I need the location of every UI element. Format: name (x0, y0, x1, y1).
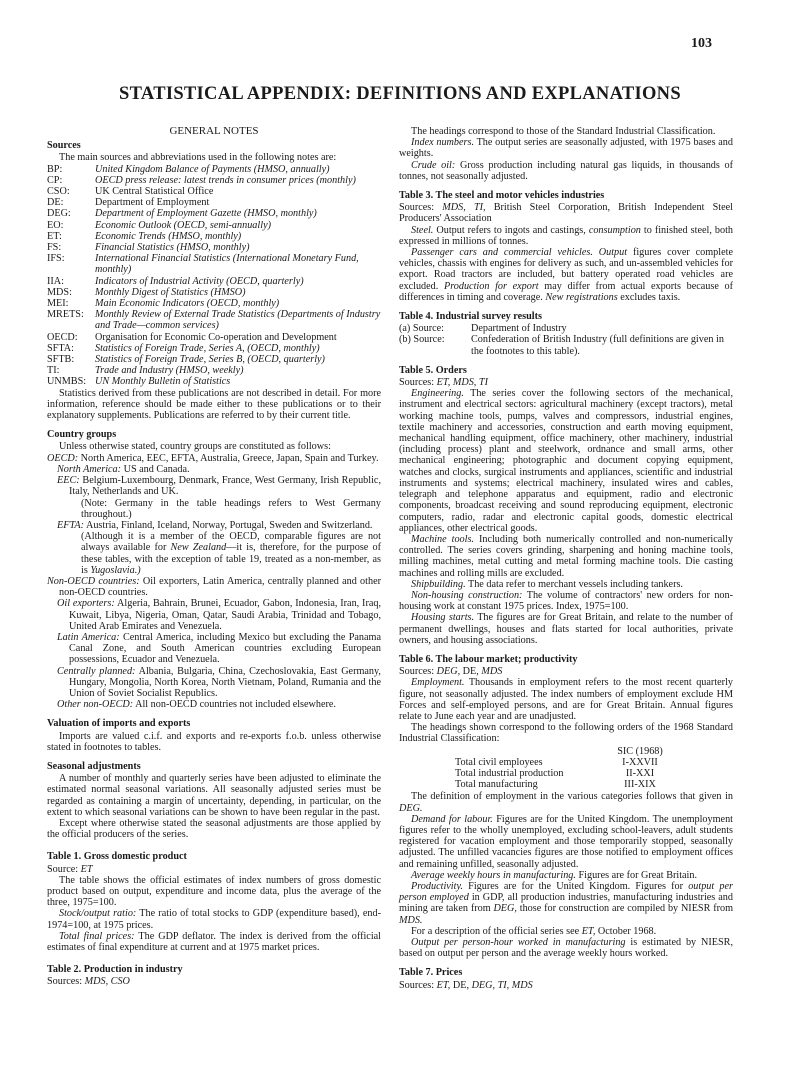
table-2-continued: The headings correspond to those of the Standard Industrial Classification. (411, 126, 716, 137)
abbreviation-row: EO: Economic Outlook (OECD, semi-annually) (47, 219, 271, 231)
sic-table (399, 746, 733, 791)
abbreviation-row: FS: Financial Statistics (HMSO, monthly) (47, 242, 250, 254)
machine-tools-text: Machine tools. Including both numerically controlled and non-numerically controlled. The series covers grinding, sharpening and honing machine tools, milling machines, metal cutting and metal forming machine tools. Die casting machines and rolling mills are excluded. (399, 533, 733, 579)
table-7-sources: Sources: ET, DE, DEG, TI, MDS (399, 979, 533, 991)
country-group-oecd: OECD: North America, EEC, EFTA, Australia, Greece, Japan, Spain and Turkey. (47, 452, 379, 464)
table-1-source: Source: ET (47, 863, 93, 875)
left-column (47, 126, 381, 988)
abbreviation-row: UNMBS: UN Monthly Bulletin of Statistics (47, 376, 231, 388)
productivity-text: Productivity. Figures are for the United Kingdom. Figures for output per person employed in GDP, all production industries, manufacturing industries and mining are taken from DEG, those for construction are compiled by NIESR from MDS. (399, 881, 734, 926)
employment-text: Employment. Thousands in employment refers to the most recent quarterly figure, not seasonally adjusted. The index numbers of employment exclude HM Forces and self-employed persons, and are for Great Britain. Annual figures relate to June each year and are unadjusted. (399, 677, 733, 722)
abbreviation-row: MRETS: Monthly Review of External Trade Statistics (Departments of Industry and Trade—common services) (47, 309, 381, 332)
country-group-latin-america: Latin America: Central America, including Mexico but excluding the Panama Canal Zone, and South American countries excluding European possessions, Ecuador and Venezuela. (57, 631, 381, 666)
abbreviation-row: MEI: Main Economic Indicators (OECD, monthly) (47, 298, 280, 310)
country-groups-heading: Country groups (47, 429, 117, 441)
table-6-sources: Sources: DEG, DE, MDS (399, 666, 503, 678)
abbreviation-row: IIA: Indicators of Industrial Activity (OECD, quarterly) (47, 275, 304, 287)
index-numbers-text: Index numbers. The output series are seasonally adjusted, with 1975 bases and weights. (399, 137, 733, 160)
table-2-sources: Sources: MDS, CSO (47, 976, 130, 988)
sic-intro: The headings shown correspond to the following orders of the 1968 Standard Industrial Classification: (399, 722, 733, 745)
country-group-efta: EFTA: Austria, Finland, Iceland, Norway, Portugal, Sweden and Switzerland. (57, 519, 373, 531)
abbreviation-row: CSO: UK Central Statistical Office (47, 186, 214, 198)
non-housing-construction-text: Non-housing construction: The volume of contractors' new orders for non-housing work at constant 1975 prices. Index, 1975=100. (399, 589, 733, 613)
page-title: STATISTICAL APPENDIX: DEFINITIONS AND EXPLANATIONS (119, 84, 681, 104)
page-number: 103 (691, 36, 712, 51)
demand-for-labour-text: Demand for labour. Figures are for the United Kingdom. The unemployment figures refer to the wholly unemployed, excluding school-leavers, adult students registered for vacation employment and those temporarily stopped, seasonally adjusted. The unfilled vacancies figures are those notified to employment offices and remaining unfilled, seasonally adjusted. (399, 813, 733, 870)
official-series-text: For a description of the official series see ET, October 1968. (411, 925, 657, 937)
general-notes-heading: GENERAL NOTES (169, 125, 259, 137)
table-3-sources: Sources: MDS, TI, British Steel Corporation, British Independent Steel Producers' Association (399, 202, 734, 225)
abbreviation-row: OECD: Organisation for Economic Co-operation and Development (47, 331, 337, 343)
sources-outro: Statistics derived from these publications are not described in detail. For more information, reference should be made either to these publications or to their explanatory supplements. Publications are referred to by their current title. (47, 387, 381, 422)
steel-text: Steel. Output refers to ingots and castings, consumption to finished steel, both expressed in millions of tonnes. (399, 224, 733, 247)
country-group-north-america: North America: US and Canada. (57, 463, 190, 475)
country-group-centrally-planned: Centrally planned: Albania, Bulgaria, China, Czechoslovakia, East Germany, Hungary, Mongolia, North Korea, North Vietnam, Poland, Rumania and the Union of Soviet Socialist Republics. (57, 665, 381, 699)
engineering-text: Engineering. The series cover the following sectors of the mechanical, instrument and electrical sectors: agricultural machinery (except tractors), metal working machine tools, pumps, valves and compressors, industrial engines, textile machinery and accessories, construction and earth moving equipment, mechanical handling equipment, office machinery, other machinery, industrial (including process) plant and steelwork, ordnance and small arms, other mechanical engineering; photographic and document copying equipment, watches and clocks, surgical instruments and appliances, scientific and industrial instruments and systems; electrical machinery, insulated wires and cables, telegraph and telephone apparatus and equipment, radio and electronic components, broadcast receiving and sound reproducing equipment, electronic computers, radio, radar and electronic capital goods, domestic electrical appliances, other electrical goods. (399, 388, 733, 534)
table-2-heading: Table 2. Production in industry (47, 964, 183, 976)
table-4-source-b: (b) Source: Confederation of British Industry (full definitions are given in the footnotes to this table). (399, 334, 724, 357)
seasonal-paragraph: Except where otherwise stated the seasonal adjustments are those applied by the official producers of the series. (47, 817, 381, 841)
abbreviation-row: SFTB: Statistics of Foreign Trade, Series B, (OECD, quarterly) (47, 354, 325, 366)
abbreviation-row: DEG: Department of Employment Gazette (HMSO, monthly) (47, 208, 317, 220)
table-4-heading: Table 4. Industrial survey results (399, 311, 542, 323)
table-4-source-a: (a) Source: Department of Industry (399, 323, 567, 335)
table-1-stock-ratio: Stock/output ratio: The ratio of total stocks to GDP (expenditure based), end-1974=100, at 1975 prices. (47, 908, 382, 931)
table-5-sources: Sources: ET, MDS, TI (399, 377, 488, 389)
country-group-non-oecd: Non-OECD countries: Oil exporters, Latin America, centrally planned and other non-OECD countries. (47, 575, 381, 599)
abbreviation-row: SFTA: Statistics of Foreign Trade, Series A, (OECD, monthly) (47, 342, 320, 354)
sic-header: SIC (1968) (617, 745, 663, 757)
table-3-heading: Table 3. The steel and motor vehicles industries (399, 190, 605, 202)
crude-oil-text: Crude oil: Gross production including natural gas liquids, in thousands of tonnes, not seasonally adjusted. (399, 159, 734, 182)
housing-starts-text: Housing starts. The figures are for Great Britain, and relate to the number of permanent dwellings, houses and flats started for local authorities, private owners, and housing associations. (399, 612, 733, 646)
sources-heading: Sources (47, 140, 81, 152)
table-1-heading: Table 1. Gross domestic product (47, 851, 187, 863)
average-weekly-hours-text: Average weekly hours in manufacturing. Figures are for Great Britain. (411, 869, 698, 881)
country-group-oil-exporters: Oil exporters: Algeria, Bahrain, Brunei, Ecuador, Gabon, Indonesia, Iran, Iraq, Kuwait, Libya, Nigeria, Oman, Qatar, Saudi Arabia, Trinidad and Tobago, United Arab Emirates and Venezuela. (57, 598, 382, 632)
abbreviation-row: DE: Department of Employment (47, 197, 210, 209)
table-5-heading: Table 5. Orders (399, 364, 467, 376)
abbreviation-row: ET: Economic Trends (HMSO, monthly) (47, 230, 242, 242)
table-1-total-final-prices: Total final prices: The GDP deflator. The index is derived from the official estimates of final expenditure at current and at 1975 market prices. (47, 930, 381, 954)
eec-note: (Note: Germany in the table headings refers to West Germany throughout.) (81, 497, 381, 520)
abbreviation-row: IFS: International Financial Statistics (International Monetary Fund, monthly) (47, 253, 359, 276)
new-zealand-note: (Although it is a member of the OECD, comparable figures are not always available for New Zealand—it is, therefore, for the purpose of these tables, with the exception of table 19, treated as a non-member, as is Yugoslavia.) (81, 531, 381, 576)
country-group-eec: EEC: Belgium-Luxembourg, Denmark, France, West Germany, Irish Republic, Italy, Netherlands and UK. (57, 475, 381, 498)
sic-row: Total manufacturing III-XIX (455, 779, 656, 791)
abbreviation-row: BP: United Kingdom Balance of Payments (HMSO, annually) (47, 163, 330, 175)
sic-row: Total industrial production II-XXI (455, 767, 655, 779)
country-group-other-non-oecd: Other non-OECD: All non-OECD countries not included elsewhere. (57, 699, 336, 711)
sources-intro: The main sources and abbreviations used in the following notes are: (59, 152, 337, 164)
output-per-hour-text: Output per person-hour worked in manufacturing is estimated by NIESR, based on output per person and the average weekly hours worked. (399, 937, 733, 960)
table-6-heading: Table 6. The labour market; productivity (399, 653, 578, 665)
shipbuilding-text: Shipbuilding. The data refer to merchant vessels including tankers. (411, 578, 683, 590)
valuation-heading: Valuation of imports and exports (47, 718, 191, 730)
abbreviation-row: MDS: Monthly Digest of Statistics (HMSO) (47, 286, 246, 298)
table-7-heading: Table 7. Prices (399, 967, 463, 979)
right-column (399, 126, 733, 991)
abbreviation-row: TI: Trade and Industry (HMSO, weekly) (47, 365, 244, 377)
valuation-text: Imports are valued c.i.f. and exports and re-exports f.o.b. unless otherwise stated in footnotes to tables. (47, 730, 381, 753)
country-groups-intro: Unless otherwise stated, country groups are constituted as follows: (59, 441, 331, 453)
abbreviation-list (47, 164, 381, 388)
table-1-paragraph: The table shows the official estimates of index numbers of gross domestic product based on output, expenditure and income data, plus the average of the three, 1975=100. (47, 874, 381, 909)
vehicles-text: Passenger cars and commercial vehicles. Output figures cover complete vehicles, chassis with engines for delivery as such, and un-assembled vehicles for export. Road tractors are included, but battery operated road vehicles are excluded. Production for export may differ from actual exports because of differences in timing and coverage. New registrations excludes taxis. (399, 247, 733, 303)
seasonal-heading: Seasonal adjustments (47, 760, 141, 772)
seasonal-paragraph: A number of monthly and quarterly series have been adjusted to eliminate the estimated normal seasonal variations. All seasonally adjusted series must be regarded as containing a margin of uncertainty, depending, in particular, on the extent to which seasonal variations can be shown to have been regular in the past. (47, 773, 381, 818)
employment-definition: The definition of employment in the various categories follows that given in DEG. (399, 791, 733, 814)
sic-row: Total civil employees I-XXVII (455, 756, 658, 768)
abbreviation-row: CP: OECD press release: latest trends in consumer prices (monthly) (47, 174, 356, 186)
